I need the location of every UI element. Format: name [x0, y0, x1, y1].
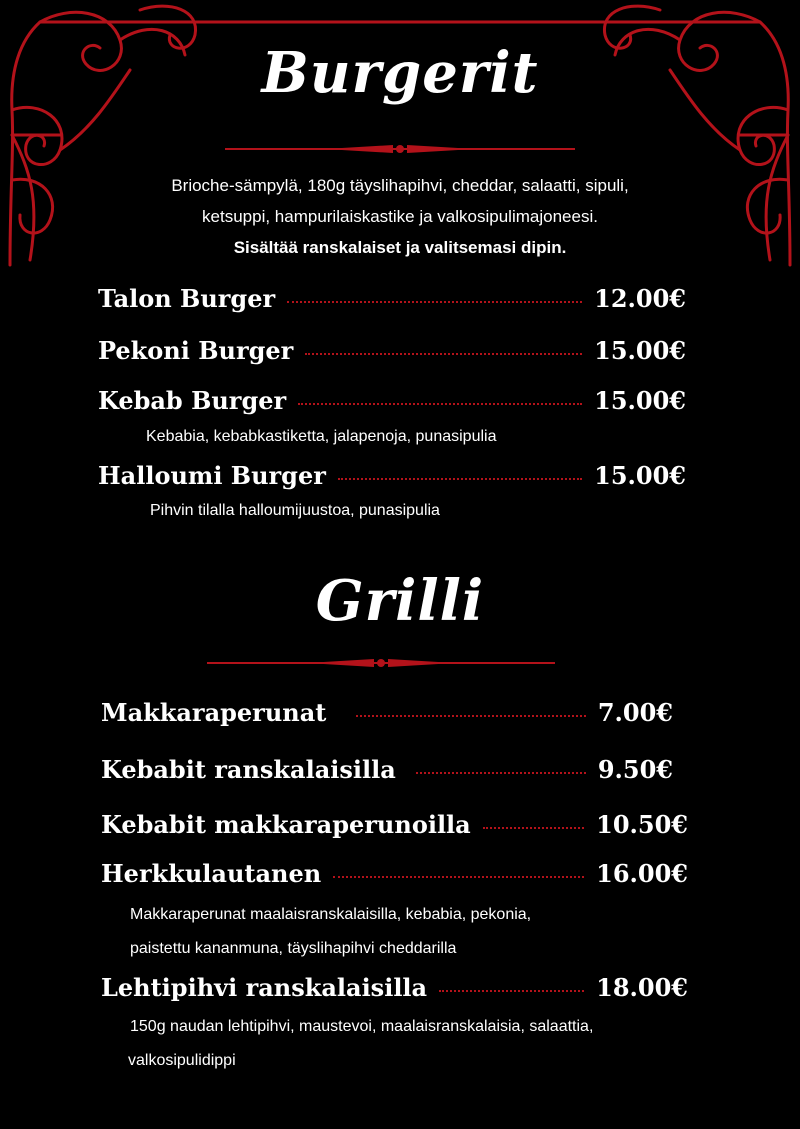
burgers-description-line: Sisältää ranskalaiset ja valitsemasi dipin.: [233, 238, 567, 257]
item-name: Kebabit ranskalaisilla: [101, 755, 396, 784]
item-price: 15.00€: [594, 336, 686, 365]
item-price: 15.00€: [594, 461, 686, 490]
item-detail: paistettu kananmuna, täyslihapihvi cheddarilla: [130, 940, 457, 957]
menu-item: [101, 698, 673, 727]
burgers-description: [0, 170, 800, 263]
item-price: 10.50€: [596, 810, 688, 839]
dot-leader: [439, 990, 584, 992]
item-price: 12.00€: [594, 284, 686, 313]
item-detail: Kebabia, kebabkastiketta, jalapenoja, punasipulia: [146, 428, 497, 445]
dot-leader: [416, 772, 586, 774]
item-detail: valkosipulidippi: [128, 1052, 236, 1069]
burgers-description-line: ketsuppi, hampurilaiskastike ja valkosipulimajoneesi.: [202, 207, 598, 226]
dot-leader: [305, 353, 582, 355]
item-name: Kebab Burger: [98, 386, 287, 415]
menu-item: [101, 810, 688, 839]
item-price: 15.00€: [594, 386, 686, 415]
burgers-description-line: Brioche-sämpylä, 180g täyslihapihvi, cheddar, salaatti, sipuli,: [171, 176, 629, 195]
section-title-grill: Grilli: [315, 568, 485, 634]
item-name: Pekoni Burger: [98, 336, 294, 365]
item-name: Talon Burger: [98, 284, 276, 313]
dot-leader: [287, 301, 582, 303]
item-detail: 150g naudan lehtipihvi, maustevoi, maalaisranskalaisia, salaattia,: [130, 1018, 594, 1035]
divider-burgers: [225, 141, 575, 157]
menu-item: [101, 973, 688, 1002]
menu-item: [98, 386, 686, 415]
item-price: 9.50€: [597, 755, 673, 784]
menu-item: [98, 284, 686, 313]
dot-leader: [333, 876, 584, 878]
item-price: 7.00€: [597, 698, 673, 727]
item-price: 18.00€: [596, 973, 688, 1002]
dot-leader: [338, 478, 582, 480]
item-name: Lehtipihvi ranskalaisilla: [101, 973, 428, 1002]
dot-leader: [298, 403, 582, 405]
item-detail: Makkaraperunat maalaisranskalaisilla, kebabia, pekonia,: [130, 906, 532, 923]
item-name: Herkkulautanen: [101, 859, 322, 888]
section-title-burgers: Burgerit: [261, 40, 539, 106]
item-detail: Pihvin tilalla halloumijuustoa, punasipulia: [150, 502, 440, 519]
dot-leader: [483, 827, 584, 829]
menu-item: [101, 755, 673, 784]
menu-item: [98, 461, 686, 490]
item-name: Kebabit makkaraperunoilla: [101, 810, 471, 839]
menu-item: [98, 336, 686, 365]
item-price: 16.00€: [596, 859, 688, 888]
divider-grill: [207, 655, 555, 671]
item-name: Halloumi Burger: [98, 461, 326, 490]
item-name: Makkaraperunat: [101, 698, 327, 727]
menu-item: [101, 859, 688, 888]
dot-leader: [356, 715, 585, 717]
